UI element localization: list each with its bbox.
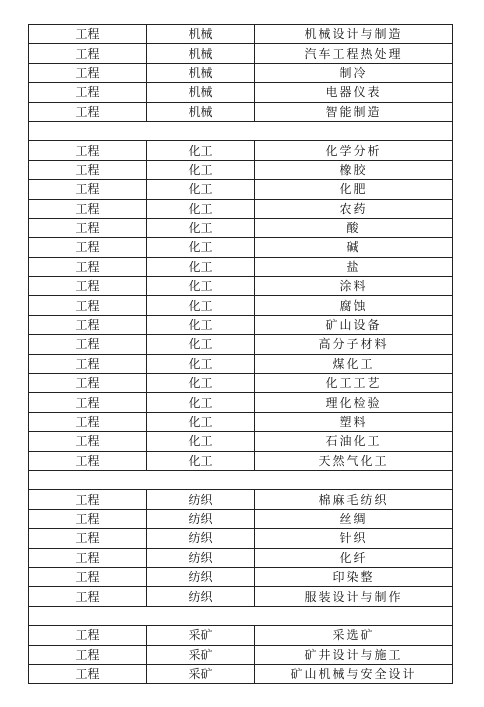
spacer-cell (29, 606, 453, 625)
subject-cell: 盐 (255, 257, 453, 276)
table-row (29, 548, 453, 567)
table-row (29, 25, 453, 44)
subject-cell: 机械设计与制造 (255, 25, 453, 44)
field-cell: 化工 (147, 335, 255, 354)
category-cell: 工程 (29, 412, 147, 431)
field-cell: 化工 (147, 277, 255, 296)
subject-cell: 棉麻毛纺织 (255, 490, 453, 509)
subject-cell: 理化检验 (255, 393, 453, 412)
table-row (29, 490, 453, 509)
section-spacer-row (29, 470, 453, 489)
table-row (29, 374, 453, 393)
category-cell: 工程 (29, 354, 147, 373)
subject-cell: 针织 (255, 529, 453, 548)
subject-cell: 服装设计与制作 (255, 587, 453, 606)
spacer-cell (29, 470, 453, 489)
field-cell: 机械 (147, 44, 255, 63)
category-cell: 工程 (29, 277, 147, 296)
subject-cell: 汽车工程热处理 (255, 44, 453, 63)
subject-cell: 化肥 (255, 180, 453, 199)
field-cell: 采矿 (147, 664, 255, 683)
field-cell: 机械 (147, 83, 255, 102)
table-row (29, 664, 453, 683)
subject-cell: 矿井设计与施工 (255, 645, 453, 664)
category-cell: 工程 (29, 567, 147, 586)
subject-cell: 丝绸 (255, 509, 453, 528)
field-cell: 纺织 (147, 529, 255, 548)
table-row (29, 218, 453, 237)
field-cell: 化工 (147, 315, 255, 334)
subject-table (28, 24, 453, 684)
subject-cell: 智能制造 (255, 102, 453, 121)
field-cell: 化工 (147, 451, 255, 470)
subject-cell: 化工工艺 (255, 374, 453, 393)
table-row (29, 141, 453, 160)
category-cell: 工程 (29, 509, 147, 528)
table-row (29, 587, 453, 606)
spacer-cell (29, 121, 453, 140)
subject-cell: 酸 (255, 218, 453, 237)
category-cell: 工程 (29, 199, 147, 218)
subject-cell: 采选矿 (255, 626, 453, 645)
category-cell: 工程 (29, 63, 147, 82)
field-cell: 化工 (147, 354, 255, 373)
table-row (29, 393, 453, 412)
subject-cell: 腐蚀 (255, 296, 453, 315)
field-cell: 化工 (147, 238, 255, 257)
table-row (29, 432, 453, 451)
field-cell: 机械 (147, 63, 255, 82)
subject-cell: 橡胶 (255, 160, 453, 179)
field-cell: 纺织 (147, 587, 255, 606)
table-row (29, 277, 453, 296)
table-row (29, 509, 453, 528)
subject-cell: 碱 (255, 238, 453, 257)
category-cell: 工程 (29, 141, 147, 160)
field-cell: 纺织 (147, 509, 255, 528)
subject-cell: 印染整 (255, 567, 453, 586)
category-cell: 工程 (29, 238, 147, 257)
table-row (29, 238, 453, 257)
table-row (29, 63, 453, 82)
field-cell: 化工 (147, 141, 255, 160)
category-cell: 工程 (29, 529, 147, 548)
field-cell: 纺织 (147, 548, 255, 567)
category-cell: 工程 (29, 490, 147, 509)
table-row (29, 412, 453, 431)
subject-cell: 涂料 (255, 277, 453, 296)
category-cell: 工程 (29, 587, 147, 606)
table-row (29, 180, 453, 199)
category-cell: 工程 (29, 664, 147, 683)
category-cell: 工程 (29, 393, 147, 412)
field-cell: 化工 (147, 257, 255, 276)
table-row (29, 315, 453, 334)
field-cell: 纺织 (147, 490, 255, 509)
field-cell: 纺织 (147, 567, 255, 586)
table-row (29, 451, 453, 470)
category-cell: 工程 (29, 296, 147, 315)
category-cell: 工程 (29, 451, 147, 470)
subject-cell: 制冷 (255, 63, 453, 82)
category-cell: 工程 (29, 160, 147, 179)
table-row (29, 102, 453, 121)
field-cell: 化工 (147, 374, 255, 393)
table-row (29, 335, 453, 354)
category-cell: 工程 (29, 645, 147, 664)
table-row (29, 645, 453, 664)
category-cell: 工程 (29, 83, 147, 102)
field-cell: 化工 (147, 432, 255, 451)
section-spacer-row (29, 121, 453, 140)
table-row (29, 160, 453, 179)
section-spacer-row (29, 606, 453, 625)
field-cell: 化工 (147, 218, 255, 237)
category-cell: 工程 (29, 102, 147, 121)
subject-table-body (29, 25, 453, 684)
subject-cell: 塑料 (255, 412, 453, 431)
subject-cell: 矿山设备 (255, 315, 453, 334)
table-row (29, 44, 453, 63)
table-row (29, 354, 453, 373)
field-cell: 化工 (147, 180, 255, 199)
field-cell: 机械 (147, 25, 255, 44)
category-cell: 工程 (29, 432, 147, 451)
subject-cell: 高分子材料 (255, 335, 453, 354)
category-cell: 工程 (29, 548, 147, 567)
category-cell: 工程 (29, 218, 147, 237)
subject-cell: 矿山机械与安全设计 (255, 664, 453, 683)
subject-cell: 石油化工 (255, 432, 453, 451)
category-cell: 工程 (29, 335, 147, 354)
subject-cell: 天然气化工 (255, 451, 453, 470)
category-cell: 工程 (29, 257, 147, 276)
subject-cell: 化纤 (255, 548, 453, 567)
field-cell: 化工 (147, 199, 255, 218)
category-cell: 工程 (29, 25, 147, 44)
table-row (29, 83, 453, 102)
category-cell: 工程 (29, 180, 147, 199)
table-row (29, 529, 453, 548)
field-cell: 化工 (147, 296, 255, 315)
table-row (29, 296, 453, 315)
category-cell: 工程 (29, 315, 147, 334)
subject-cell: 电器仪表 (255, 83, 453, 102)
table-row (29, 199, 453, 218)
field-cell: 采矿 (147, 626, 255, 645)
category-cell: 工程 (29, 44, 147, 63)
category-cell: 工程 (29, 626, 147, 645)
field-cell: 采矿 (147, 645, 255, 664)
subject-cell: 农药 (255, 199, 453, 218)
table-row (29, 626, 453, 645)
field-cell: 化工 (147, 412, 255, 431)
table-row (29, 567, 453, 586)
field-cell: 机械 (147, 102, 255, 121)
subject-cell: 化学分析 (255, 141, 453, 160)
field-cell: 化工 (147, 393, 255, 412)
category-cell: 工程 (29, 374, 147, 393)
subject-cell: 煤化工 (255, 354, 453, 373)
table-row (29, 257, 453, 276)
field-cell: 化工 (147, 160, 255, 179)
